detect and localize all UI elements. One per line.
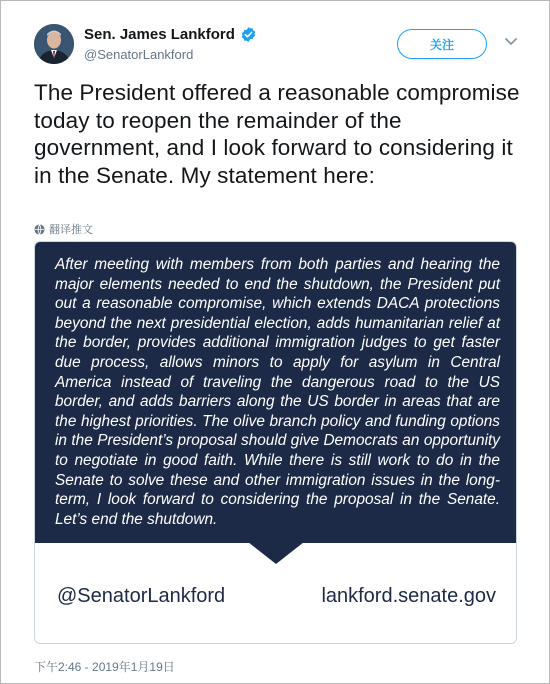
chevron-down-icon[interactable] (504, 37, 518, 47)
statement-image[interactable] (34, 241, 517, 644)
author-name-row[interactable] (84, 26, 257, 43)
statement-footer-handle: @SenatorLankford (57, 585, 226, 607)
avatar[interactable] (34, 24, 74, 64)
verified-badge-icon (240, 26, 257, 43)
tweet-timestamp[interactable]: 下午2:46 - 2019年1月19日 (34, 660, 175, 674)
speech-pointer (248, 542, 304, 564)
avatar-image (34, 24, 74, 64)
statement-footer-site: lankford.senate.gov (321, 585, 496, 607)
follow-button[interactable]: 关注 (397, 29, 487, 59)
statement-panel (35, 242, 516, 543)
author-display-name[interactable]: Sen. James Lankford (84, 26, 235, 43)
globe-icon (34, 224, 45, 235)
author-handle[interactable]: @SenatorLankford (84, 47, 194, 62)
translate-tweet-link[interactable] (34, 221, 93, 237)
statement-text: After meeting with members from both parties and hearing the major elements needed to end the shutdown, the President put out a reasonable compromise, which extends DACA protections beyond the next presidential election, adds humanitarian relief at the border, provides additional immigration judges to get faster due process, allows minors to apply for asylum in Central America instead of traveling the dangerous road to the US border, and adds barriers along the US border in areas that are the highest priorities. The olive branch policy and funding options in the President’s proposal should give Democrats an opportunity to negotiate in good faith. While there is still work to do in the Senate to solve these and other immigration issues in the long-term, I look forward to considering the proposal in the Senate. Let’s end the shutdown. (55, 256, 500, 528)
tweet-text: The President offered a reasonable compromise today to reopen the remainder of the government, and I look forward to considering it in the Senate. My statement here: (34, 80, 520, 188)
translate-label[interactable]: 翻译推文 (49, 224, 93, 236)
